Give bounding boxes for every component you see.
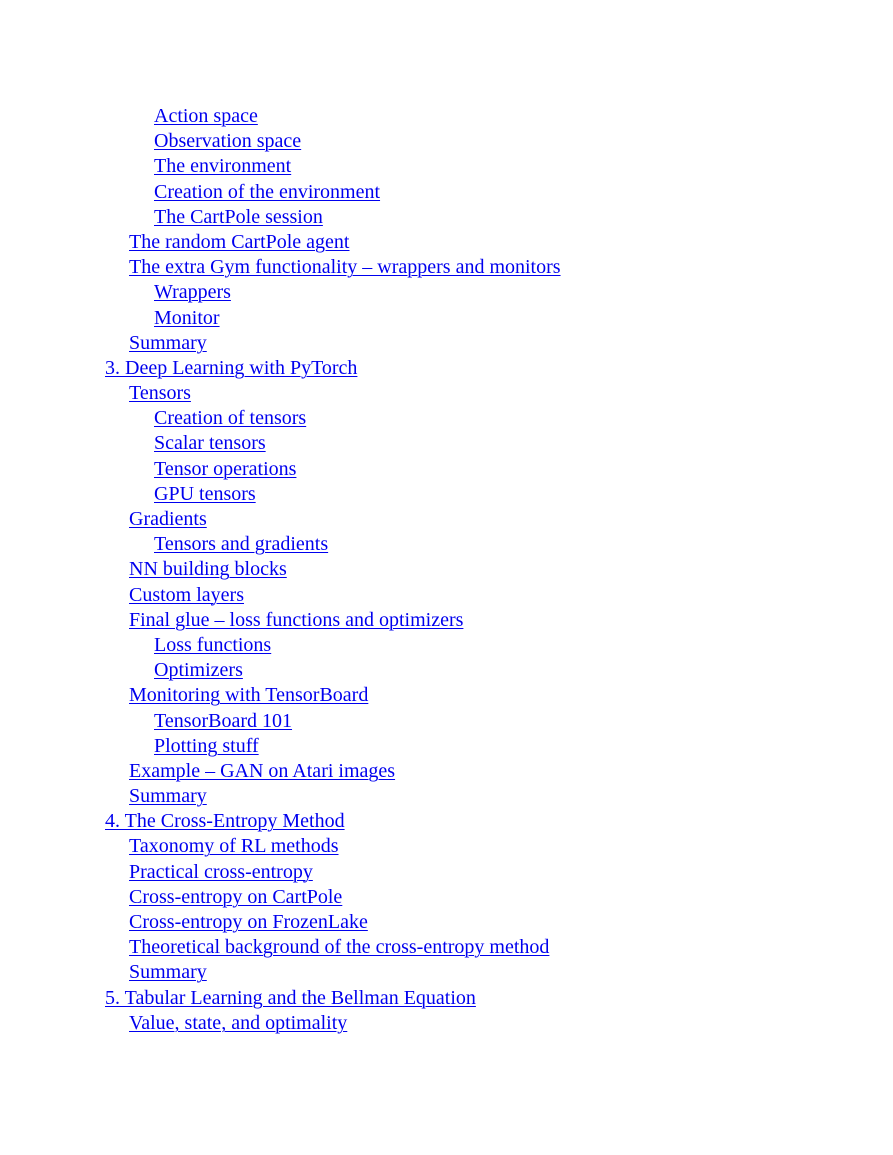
toc-item	[0, 960, 893, 985]
toc-item	[0, 280, 893, 305]
toc-chapter-link[interactable]: 3. Deep Learning with PyTorch	[105, 356, 358, 379]
toc-section-link[interactable]: Creation of the environment	[154, 180, 381, 203]
toc-section-link[interactable]: Wrappers	[154, 281, 231, 304]
toc-item	[0, 104, 893, 129]
toc-section-link[interactable]: Value, state, and optimality	[129, 1011, 348, 1034]
toc-section-link[interactable]: Monitor	[154, 306, 220, 329]
toc-section-link[interactable]: Monitoring with TensorBoard	[129, 684, 369, 707]
toc-chapter-link[interactable]: 4. The Cross-Entropy Method	[105, 810, 345, 833]
toc-item	[0, 457, 893, 482]
toc-item	[0, 633, 893, 658]
toc-item	[0, 154, 893, 179]
toc-section-link[interactable]: Loss functions	[154, 633, 272, 656]
toc-section-link[interactable]: Scalar tensors	[154, 432, 266, 455]
toc-section-link[interactable]: Theoretical background of the cross-entropy method	[129, 936, 550, 959]
toc-item	[0, 557, 893, 582]
toc-section-link[interactable]: Plotting stuff	[154, 734, 259, 757]
toc-item	[0, 683, 893, 708]
toc-item	[0, 608, 893, 633]
toc-section-link[interactable]: Optimizers	[154, 659, 243, 682]
toc-section-link[interactable]: Custom layers	[129, 583, 244, 606]
toc-section-link[interactable]: Tensor operations	[154, 457, 297, 480]
toc-section-link[interactable]: Gradients	[129, 508, 207, 530]
toc-section-link[interactable]: Example – GAN on Atari images	[129, 759, 396, 782]
toc-item	[0, 784, 893, 809]
toc-section-link[interactable]: Summary	[129, 331, 207, 354]
toc-section-link[interactable]: Observation space	[154, 130, 302, 153]
toc-section-link[interactable]: TensorBoard 101	[154, 709, 293, 732]
toc-section-link[interactable]: Practical cross-entropy	[129, 860, 313, 883]
toc-item	[0, 482, 893, 507]
toc-item	[0, 406, 893, 431]
toc-item	[0, 356, 893, 381]
toc-item	[0, 255, 893, 280]
toc-item	[0, 809, 893, 834]
toc-section-link[interactable]: The random CartPole agent	[129, 230, 350, 253]
toc-section-link[interactable]: GPU tensors	[154, 482, 256, 505]
toc-section-link[interactable]: Summary	[129, 961, 207, 984]
toc-item	[0, 860, 893, 885]
toc-item	[0, 885, 893, 910]
toc-section-link[interactable]: Taxonomy of RL methods	[129, 835, 339, 858]
toc-item	[0, 834, 893, 859]
toc-item	[0, 910, 893, 935]
toc-section-link[interactable]: The extra Gym functionality – wrappers and monitors	[129, 256, 561, 279]
toc-item	[0, 205, 893, 230]
toc-section-link[interactable]: Cross-entropy on CartPole	[129, 885, 343, 908]
toc-item	[0, 709, 893, 734]
toc-section-link[interactable]: Tensors	[129, 382, 191, 405]
toc-item	[0, 734, 893, 759]
toc-item	[0, 759, 893, 784]
toc-section-link[interactable]: The environment	[154, 155, 292, 178]
table-of-contents	[0, 104, 893, 1036]
toc-item	[0, 935, 893, 960]
toc-item	[0, 431, 893, 456]
toc-item	[0, 381, 893, 406]
toc-item	[0, 1011, 893, 1036]
toc-section-link[interactable]: Final glue – loss functions and optimizers	[129, 608, 464, 631]
toc-section-link[interactable]: Cross-entropy on FrozenLake	[129, 911, 368, 933]
toc-section-link[interactable]: Summary	[129, 785, 207, 808]
toc-item	[0, 986, 893, 1011]
toc-item	[0, 306, 893, 331]
toc-section-link[interactable]: NN building blocks	[129, 558, 287, 581]
toc-item	[0, 331, 893, 356]
toc-section-link[interactable]: The CartPole session	[154, 205, 323, 228]
toc-section-link[interactable]: Creation of tensors	[154, 407, 307, 430]
toc-item	[0, 658, 893, 683]
toc-item	[0, 507, 893, 532]
toc-section-link[interactable]: Tensors and gradients	[154, 533, 329, 556]
toc-item	[0, 180, 893, 205]
toc-item	[0, 129, 893, 154]
toc-section-link[interactable]: Action space	[154, 105, 258, 127]
toc-item	[0, 532, 893, 557]
toc-item	[0, 230, 893, 255]
toc-chapter-link[interactable]: 5. Tabular Learning and the Bellman Equation	[105, 986, 476, 1009]
toc-item	[0, 583, 893, 608]
